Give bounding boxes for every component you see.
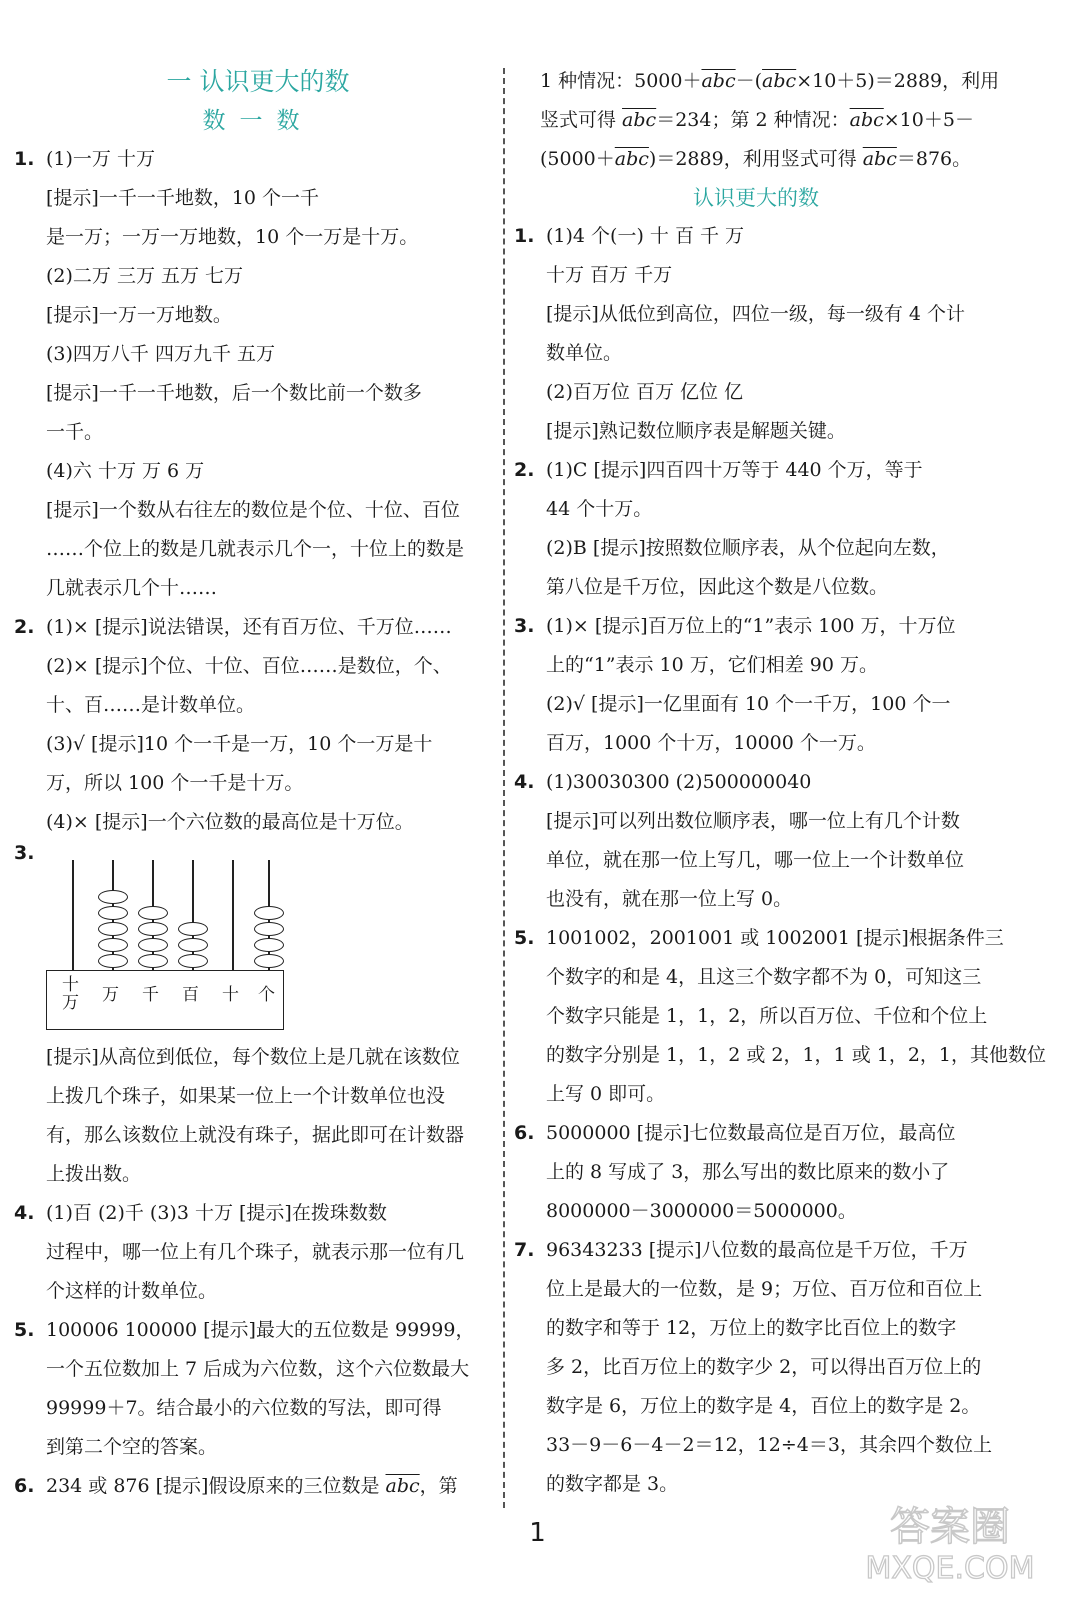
answer-text: 1001002，2001001 或 1002001 [提示]根据条件三 [546, 927, 1004, 949]
overlined-abc: $\overline{abc}$ [614, 148, 649, 170]
answer-line [514, 490, 998, 529]
answer-text: 十万 百万 千万 [546, 264, 673, 286]
answer-text: (1)× [提示]说法错误，还有百万位、千万位…… [46, 616, 452, 638]
question-number: 2. [14, 616, 35, 638]
left-answers [14, 140, 502, 842]
left-answers-continued [14, 1038, 502, 1467]
question-number: 1. [514, 225, 535, 247]
answer-line [514, 568, 998, 607]
question-number: 6. [14, 1475, 35, 1497]
question-number: 6. [514, 1122, 535, 1144]
answer-line [514, 1426, 998, 1465]
answer-text: (4)× [提示]一个六位数的最高位是十万位。 [46, 811, 414, 833]
answer-line [514, 334, 998, 373]
question-number: 3. [14, 842, 35, 864]
answer-text: 到第二个空的答案。 [46, 1436, 218, 1458]
answer-line [514, 685, 998, 724]
abacus-place-label: 个 [258, 985, 275, 1005]
abacus-bead [98, 938, 128, 952]
abacus-bead [98, 890, 128, 904]
answer-line [14, 803, 502, 842]
answer-line [514, 412, 998, 451]
abacus-bead [178, 922, 208, 936]
answer-text: ……个位上的数是几就表示几个一，十位上的数是 [46, 538, 465, 560]
answer-line [514, 1348, 998, 1387]
answer-text: (1)30030300 (2)500000040 [546, 771, 812, 793]
answer-text: 十、百……是计数单位。 [46, 694, 256, 716]
answer-text: ，第 [419, 1475, 458, 1497]
answer-line [14, 1311, 502, 1350]
answer-line [14, 218, 502, 257]
abacus-bead [254, 906, 284, 920]
answer-text: 的数字和等于 12，万位上的数字比百位上的数字 [546, 1317, 957, 1339]
answer-line [514, 646, 998, 685]
answer-text: 8000000－3000000＝5000000。 [546, 1200, 857, 1222]
answer-line [514, 763, 998, 802]
abacus-rod [72, 860, 74, 970]
page-number: 1 [529, 1518, 546, 1548]
answer-line [514, 607, 998, 646]
answer-line [514, 256, 998, 295]
answer-text: (5000＋ [540, 148, 615, 170]
answer-text: [提示]一千一千地数，10 个一千 [46, 187, 320, 209]
answer-line [514, 217, 998, 256]
abacus-bead [138, 938, 168, 952]
abacus-bead [178, 954, 208, 968]
answer-text: 44 个十万。 [546, 498, 653, 520]
abacus-place-label: 万 [102, 985, 119, 1005]
answer-text: 上拨出数。 [46, 1163, 142, 1185]
answer-line [14, 335, 502, 374]
overlined-abc: $\overline{abc}$ [701, 70, 736, 92]
answer-line [14, 1194, 502, 1233]
question-number: 2. [514, 459, 535, 481]
answer-text: 上的“1”表示 10 万，它们相差 90 万。 [546, 654, 879, 676]
continued-answer [514, 62, 998, 179]
answer-text: (1)C [提示]四百四十万等于 440 个万，等于 [546, 459, 923, 481]
answer-text: 33－9－6－4－2＝12，12÷4＝3，其余四个数位上 [546, 1434, 992, 1456]
answer-line [514, 451, 998, 490]
answer-line [514, 1036, 1046, 1075]
answer-line [514, 958, 998, 997]
abacus-bead [98, 906, 128, 920]
question-6-row [14, 1467, 502, 1506]
answer-text: ×10＋5)＝2889，利用 [796, 70, 1000, 92]
answer-line [14, 1389, 502, 1428]
answer-text: )＝2889，利用竖式可得 [648, 148, 863, 170]
abacus-bead [138, 954, 168, 968]
answer-text: 1 种情况：5000＋ [540, 70, 702, 92]
answer-line [14, 608, 502, 647]
answer-text: 百万，1000 个十万，10000 个一万。 [546, 732, 876, 754]
abacus-bead [98, 954, 128, 968]
watermark-bottom-text: MXQE.COM [865, 1551, 1035, 1586]
answer-line [514, 724, 998, 763]
answer-line [514, 1270, 998, 1309]
answer-text: 第八位是千万位，因此这个数是八位数。 [546, 576, 889, 598]
column-divider [503, 68, 505, 1508]
answer-line [14, 1350, 502, 1389]
answer-text: 数字是 6，万位上的数字是 4，百位上的数字是 2。 [546, 1395, 981, 1417]
overlined-abc: $\overline{abc}$ [385, 1475, 420, 1497]
left-column [14, 62, 502, 1506]
answer-line [514, 1075, 998, 1114]
answer-text: 96343233 [提示]八位数的最高位是千万位，千万 [546, 1239, 968, 1261]
abacus-place-label: 十 万 [62, 975, 79, 1013]
answer-line [14, 725, 502, 764]
answer-line [14, 452, 502, 491]
answer-text: [提示]一万一万地数。 [46, 304, 232, 326]
answer-line [14, 764, 502, 803]
answer-line [514, 1192, 998, 1231]
answer-text: 有，那么该数位上就没有珠子，据此即可在计数器 [46, 1124, 465, 1146]
answer-text: 一千。 [46, 421, 104, 443]
answer-text: (2)√ [提示]一亿里面有 10 个一千万，100 个一 [546, 693, 951, 715]
watermark-logo [845, 1490, 1055, 1586]
answer-text: 99999＋7。结合最小的六位数的写法，即可得 [46, 1397, 442, 1419]
answer-text: 单位，就在那一位上写几，哪一位上一个计数单位 [546, 849, 965, 871]
question-number: 5. [14, 1319, 35, 1341]
answer-text: 个这样的计数单位。 [46, 1280, 218, 1302]
answer-line [14, 1272, 502, 1311]
answer-line [514, 919, 1004, 958]
answer-line [14, 1428, 502, 1467]
answer-text: 一个五位数加上 7 后成为六位数，这个六位数最大 [46, 1358, 470, 1380]
answer-text: [提示]从高位到低位，每个数位上是几就在该数位 [46, 1046, 460, 1068]
abacus-rod [232, 860, 234, 970]
answer-line [14, 296, 502, 335]
answer-text: 上的 8 写成了 3，那么写出的数比原来的数小了 [546, 1161, 950, 1183]
answer-text: (1)4 个(一) 十 百 千 万 [546, 225, 745, 247]
answer-text: 位上是最大的一位数，是 9；万位、百万位和百位上 [546, 1278, 983, 1300]
answer-line [14, 1155, 502, 1194]
abacus-frame [46, 970, 284, 1030]
answer-text: (1)百 (2)千 (3)3 十万 [提示]在拨珠数数 [46, 1202, 387, 1224]
answer-text: (1)一万 十万 [46, 148, 155, 170]
answer-line [514, 140, 998, 179]
answer-text: 个数字的和是 4，且这三个数字都不为 0，可知这三 [546, 966, 982, 988]
watermark-top-text: 答案圈 [890, 1504, 1010, 1550]
answer-line [14, 374, 502, 413]
answer-line [514, 1153, 998, 1192]
answer-text: ×10＋5－ [883, 109, 974, 131]
abacus-bead [138, 922, 168, 936]
abacus-place-label: 百 [182, 985, 199, 1005]
overlined-abc: $\overline{abc}$ [862, 148, 897, 170]
answer-line [14, 1077, 502, 1116]
overlined-abc: $\overline{abc}$ [762, 70, 797, 92]
answer-text: [提示]从低位到高位，四位一级，每一级有 4 个计 [546, 303, 965, 325]
answer-text: 5000000 [提示]七位数最高位是百万位，最高位 [546, 1122, 956, 1144]
answer-line [514, 841, 998, 880]
answer-line [514, 1231, 998, 1270]
answer-line [14, 413, 502, 452]
abacus-bead [254, 954, 284, 968]
abacus-bead [98, 922, 128, 936]
overlined-abc: $\overline{abc}$ [849, 109, 884, 131]
answer-text: [提示]可以列出数位顺序表，哪一位上有几个计数 [546, 810, 960, 832]
overlined-abc: $\overline{abc}$ [622, 109, 657, 131]
answer-line [14, 179, 502, 218]
answer-line [14, 1233, 502, 1272]
answer-line [514, 295, 998, 334]
answer-line [14, 257, 502, 296]
abacus-place-label: 十 [222, 985, 239, 1005]
answer-line [514, 101, 998, 140]
answer-text: 多 2，比百万位上的数字少 2，可以得出百万位上的 [546, 1356, 982, 1378]
answer-line [514, 62, 998, 101]
answer-line [14, 530, 502, 569]
answer-line [514, 1387, 998, 1426]
section-title: 数一数 [202, 108, 314, 134]
answer-text: (2)百万位 百万 亿位 亿 [546, 381, 744, 403]
answer-line [514, 529, 998, 568]
abacus-bead [138, 906, 168, 920]
answer-text: 几就表示几个十…… [46, 577, 218, 599]
answer-text: (2)× [提示]个位、十位、百位……是数位，个、 [46, 655, 452, 677]
answer-text: (1)× [提示]百万位上的“1”表示 100 万，十万位 [546, 615, 956, 637]
answer-text: 100006 100000 [提示]最大的五位数是 99999， [46, 1319, 475, 1341]
answer-text: (3)√ [提示]10 个一千是一万，10 个一万是十 [46, 733, 433, 755]
answer-line [514, 802, 998, 841]
answer-line [514, 880, 998, 919]
answer-text: 234 或 876 [提示]假设原来的三位数是 [46, 1475, 386, 1497]
question-number: 3. [514, 615, 535, 637]
right-column [514, 62, 1046, 1504]
answer-line [14, 140, 502, 179]
answer-line [514, 1309, 998, 1348]
answer-text: (2)B [提示]按照数位顺序表，从个位起向左数， [546, 537, 950, 559]
answer-line [14, 1116, 502, 1155]
answer-text: 的数字都是 3。 [546, 1473, 679, 1495]
answer-text: 数单位。 [546, 342, 623, 364]
question-number: 4. [514, 771, 535, 793]
answer-line [514, 373, 998, 412]
answer-line [14, 647, 502, 686]
answer-text: (4)六 十万 万 6 万 [46, 460, 205, 482]
answer-text: 也没有，就在那一位上写 0。 [546, 888, 793, 910]
answer-text: 的数字分别是 1，1，2 或 2，1，1 或 1，2，1，其他数位 [546, 1044, 1046, 1066]
question-number: 5. [514, 927, 535, 949]
answer-text: －( [735, 70, 763, 92]
section-heading: 认识更大的数 [693, 186, 819, 210]
answer-text: ＝234；第 2 种情况： [656, 109, 850, 131]
answer-line [14, 569, 502, 608]
question-number: 4. [14, 1202, 35, 1224]
answer-line [514, 1114, 998, 1153]
answer-text: [提示]一千一千地数，后一个数比前一个数多 [46, 382, 422, 404]
question-number: 1. [14, 148, 35, 170]
answer-text: 个数字只能是 1，1，2，所以百万位、千位和个位上 [546, 1005, 988, 1027]
answer-text: (3)四万八千 四万九千 五万 [46, 343, 275, 365]
abacus-place-label: 千 [142, 985, 159, 1005]
answer-text: 上拨几个珠子，如果某一位上一个计数单位也没 [46, 1085, 446, 1107]
answer-line [14, 686, 502, 725]
answer-text: 竖式可得 [540, 109, 623, 131]
answer-line [14, 1038, 502, 1077]
abacus-bead [254, 922, 284, 936]
answer-text: 是一万；一万一万地数，10 个一万是十万。 [46, 226, 419, 248]
abacus-figure [46, 860, 502, 1038]
question-3-row [14, 842, 502, 864]
right-answers [514, 217, 1046, 1504]
abacus-bead [178, 938, 208, 952]
question-number: 7. [514, 1239, 535, 1261]
answer-text: 万，所以 100 个一千是十万。 [46, 772, 304, 794]
answer-text: 上写 0 即可。 [546, 1083, 666, 1105]
answer-text: ＝876。 [896, 148, 972, 170]
answer-text: (2)二万 三万 五万 七万 [46, 265, 244, 287]
answer-text: 过程中，哪一位上有几个珠子，就表示那一位有几 [46, 1241, 465, 1263]
answer-text: [提示]熟记数位顺序表是解题关键。 [546, 420, 846, 442]
answer-text: [提示]一个数从右往左的数位是个位、十位、百位 [46, 499, 460, 521]
answer-line [14, 491, 502, 530]
chapter-title: 一 认识更大的数 [166, 67, 350, 96]
answer-line [514, 997, 998, 1036]
abacus-bead [254, 938, 284, 952]
